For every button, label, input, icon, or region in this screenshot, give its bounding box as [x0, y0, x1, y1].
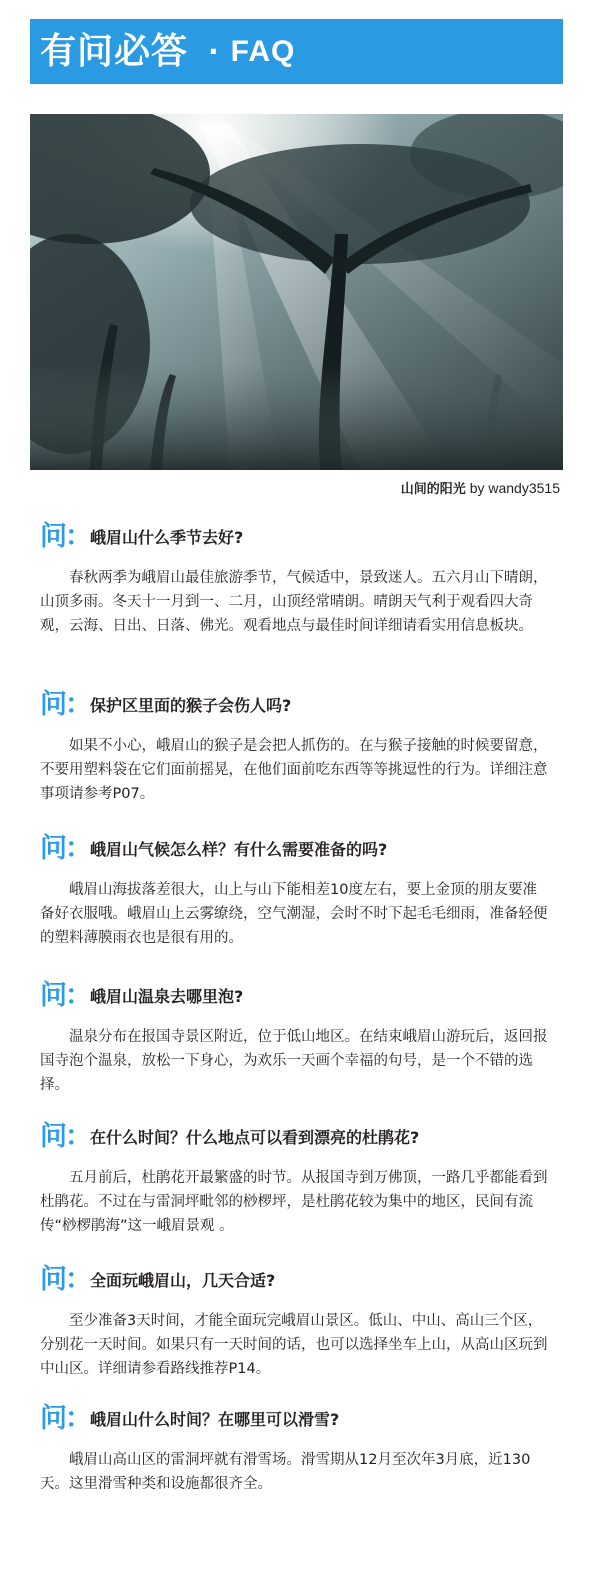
question-mark-icon: 问：	[40, 520, 90, 552]
answer-text: 峨眉山海拔落差很大，山上与山下能相差10度左右，要上金顶的朋友要准备好衣服哦。峨眉山上云雾缭绕，空气潮湿，会时不时下起毛毛细雨，准备轻便的塑料薄膜雨衣也是很有用的。	[40, 882, 548, 946]
faq-item	[40, 688, 565, 806]
faq-item	[40, 520, 565, 638]
faq-item	[40, 1263, 565, 1381]
question-row	[40, 1402, 565, 1434]
faq-item	[40, 1402, 565, 1496]
question-row	[40, 520, 565, 552]
question-row	[40, 979, 565, 1011]
caption-author: by wandy3515	[465, 480, 560, 496]
question-text: 保护区里面的猴子会伤人吗?	[90, 695, 292, 715]
question-text: 全面玩峨眉山，几天合适?	[90, 1270, 276, 1290]
question-mark-icon: 问：	[40, 1263, 90, 1295]
caption-title: 山间的阳光	[400, 482, 466, 497]
title-separator: ·	[208, 34, 219, 68]
question-text: 在什么时间？什么地点可以看到漂亮的杜鹃花?	[90, 1127, 420, 1147]
question-row	[40, 688, 565, 720]
question-mark-icon: 问：	[40, 979, 90, 1011]
question-row	[40, 1120, 565, 1152]
question-row	[40, 832, 565, 864]
question-text: 峨眉山气候怎么样？有什么需要准备的吗?	[90, 839, 388, 859]
page-title: 有问必答	[40, 30, 189, 72]
answer-text: 至少准备3天时间，才能全面玩完峨眉山景区。低山、中山、高山三个区，分别花一天时间。如果只有一天时间的话，也可以选择坐车上山，从高山区玩到中山区。详细请参看路线推荐P14。	[40, 1313, 548, 1377]
answer-text: 温泉分布在报国寺景区附近，位于低山地区。在结束峨眉山游玩后，返回报国寺泡个温泉，放松一下身心，为欢乐一天画个幸福的句号，是一个不错的选择。	[40, 1029, 548, 1093]
question-mark-icon: 问：	[40, 1402, 90, 1434]
question-text: 峨眉山什么时间？在哪里可以滑雪?	[90, 1409, 340, 1429]
faq-item	[40, 832, 565, 950]
question-mark-icon: 问：	[40, 1120, 90, 1152]
answer-text: 春秋两季为峨眉山最佳旅游季节，气候适中，景致迷人。五六月山下晴朗，山顶多雨。冬天十一月到一、二月，山顶经常晴朗。晴朗天气利于观看四大奇观，云海、日出、日落、佛光。观看地点与最佳时间详细请看实用信息板块。	[40, 570, 548, 634]
question-text: 峨眉山什么季节去好?	[90, 527, 244, 547]
page-header	[30, 19, 563, 84]
photo-caption	[401, 478, 560, 497]
faq-item	[40, 1120, 565, 1238]
question-mark-icon: 问：	[40, 688, 90, 720]
answer-text: 五月前后，杜鹃花开最繁盛的时节。从报国寺到万佛顶，一路几乎都能看到杜鹃花。不过在与雷洞坪毗邻的桫椤坪，是杜鹃花较为集中的地区，民间有流传“桫椤鹃海”这一峨眉景观 。	[40, 1170, 548, 1234]
answer-text: 如果不小心，峨眉山的猴子是会把人抓伤的。在与猴子接触的时候要留意，不要用塑料袋在它们面前摇晃，在他们面前吃东西等等挑逗性的行为。详细注意事项请参考P07。	[40, 738, 548, 802]
question-mark-icon: 问：	[40, 832, 90, 864]
page-subtitle: FAQ	[230, 34, 296, 68]
question-text: 峨眉山温泉去哪里泡?	[90, 986, 244, 1006]
question-row	[40, 1263, 565, 1295]
forest-sunlight-photo	[30, 114, 563, 470]
faq-item	[40, 979, 565, 1097]
answer-text: 峨眉山高山区的雷洞坪就有滑雪场。滑雪期从12月至次年3月底，近130 天。这里滑雪种类和设施都很齐全。	[40, 1452, 531, 1492]
